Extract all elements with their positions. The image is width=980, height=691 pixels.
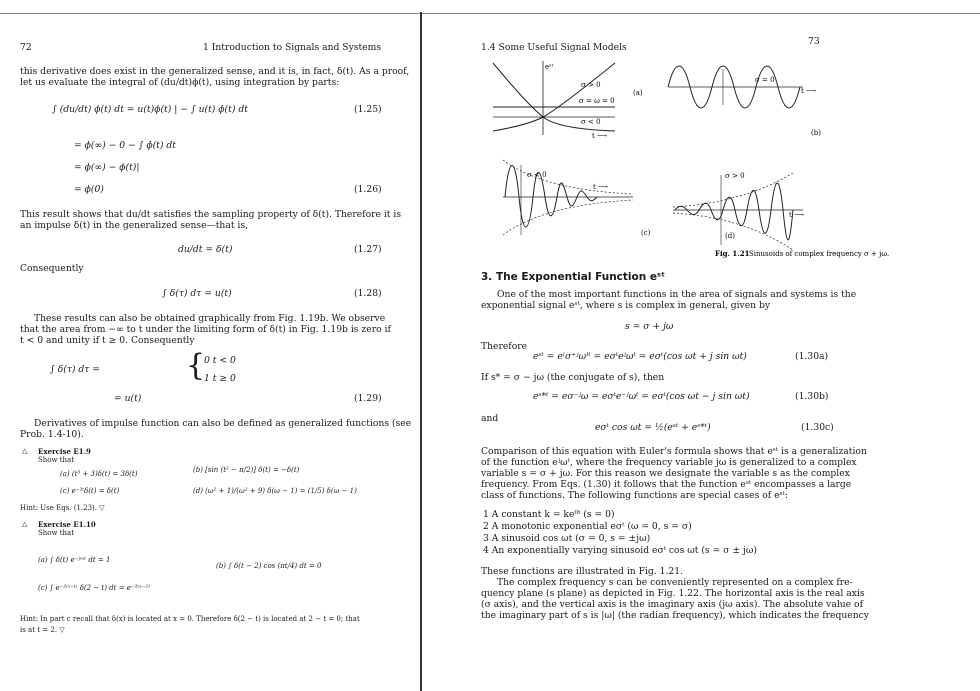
text-line: One of the most important functions in the area of signals and systems is the [497, 289, 857, 300]
exercise-text: Show that [38, 456, 75, 464]
equation-number: (1.27) [354, 244, 382, 255]
text-line: an impulse δ(t) in the generalized sense—that is, [20, 220, 249, 231]
exercise-title: Exercise E1.10 [38, 520, 96, 529]
running-head-right: 1.4 Some Useful Signal Models [481, 42, 627, 53]
text-line: frequency. From Eqs. (1.30) it follows that the function eˢᵗ encompasses a large [481, 479, 852, 490]
panel-label: σ > 0 [581, 81, 601, 89]
panel-label: (a) [633, 89, 643, 97]
list-item: 1 A constant k = ke⁰ᵗ (s = 0) [483, 509, 615, 520]
panel-c [503, 160, 651, 237]
text-line: Prob. 1.4-10). [20, 429, 84, 440]
figure-1-21 [483, 55, 890, 260]
list-item: 3 A sinusoid cos ωt (σ = 0, s = ±jω) [483, 533, 651, 544]
exercise-item: (a) ∫ δ(t) e⁻ʲᵚᵗ dt = 1 [38, 556, 111, 564]
exercise-hint: Hint: In part c recall that δ(x) is located at x = 0. Therefore δ(2 − t) is located at 2 − t = 0; that [20, 615, 360, 623]
text-line: These results can also be obtained graphically from Fig. 1.19b. We observe [34, 313, 386, 324]
equation-1-25: ∫ (du/dt) ϕ(t) dt = u(t)ϕ(t) | − ∫ u(t) ϕ̇(t) dt [52, 104, 248, 115]
exercise-item: (b) ∫ δ(t − 2) cos (πt/4) dt = 0 [216, 562, 322, 570]
equation-1-27: du/dt = δ(t) [178, 244, 233, 255]
text-line: class of functions. The following functions are special cases of eˢᵗ: [481, 490, 788, 501]
page-number-right: 73 [808, 36, 820, 47]
text-line: Consequently [20, 263, 84, 274]
text-line: This result shows that du/dt satisfies the sampling property of δ(t). Therefore it is [20, 209, 402, 220]
page-number-left: 72 [20, 42, 32, 53]
panel-label: σ > 0 [725, 172, 745, 180]
exercise-hint: Hint: Use Eqs. (1.23). ▽ [20, 504, 105, 512]
list-item: 2 A monotonic exponential eσᵗ (ω = 0, s = σ) [483, 521, 692, 532]
text-line: that the area from −∞ to t under the limiting form of δ(t) in Fig. 1.19b is zero if [20, 324, 391, 335]
text-line: If s* = σ − jω (the conjugate of s), then [481, 372, 665, 383]
text-line: These functions are illustrated in Fig. 1.21. [481, 566, 684, 577]
equation-number: (1.30c) [801, 422, 834, 433]
equation-case: 0 t < 0 [204, 355, 236, 366]
equation-number: (1.28) [354, 288, 382, 299]
exercise-item: (c) ∫ e⁻²⁽ˣ⁻ᵗ⁾ δ(2 − t) dt = e⁻²⁽ˣ⁻²⁾ [38, 584, 150, 592]
panel-label: σ < 0 [581, 118, 601, 126]
equation-1-28: ∫ δ(τ) dτ = u(t) [162, 288, 232, 299]
panel-label: t ⟶ [789, 211, 805, 219]
text-line: variable s = σ + jω. For this reason we designate the variable s as the complex [481, 468, 850, 479]
exercise-item: (d) (ω² + 1)/(ω² + 9) δ(ω − 1) = (1/5) δ(ω − 1) [193, 487, 357, 495]
text-line: and [481, 413, 499, 424]
equation-number: (1.26) [354, 184, 382, 195]
equation-1-30b: eˢ*ᵗ = eσ⁻ʲω = eσᵗe⁻ʲωᵗ = eσᵗ(cos ωt − j sin ωt) [533, 391, 750, 402]
exercise-item: (b) [sin (t² − π/2)] δ(t) = −δ(t) [193, 466, 300, 474]
equation-case: 1 t ≥ 0 [204, 373, 236, 384]
triangle-icon: △ [22, 520, 28, 528]
panel-label: t ⟶ [801, 87, 817, 95]
panel-label: (d) [725, 232, 735, 240]
exercise-hint: is at t = 2. ▽ [20, 626, 65, 634]
section-title: 3. The Exponential Function eˢᵗ [481, 271, 666, 283]
panel-label: (c) [641, 229, 651, 237]
equation-step: = ϕ(∞) − ϕ(t)| [74, 162, 140, 173]
panel-a [493, 61, 643, 140]
equation-step: = ϕ(∞) − 0 − ∫ ϕ̇(t) dt [74, 140, 176, 151]
text-line: this derivative does exist in the generalized sense, and it is, in fact, δ(t). As a proof, [20, 66, 410, 77]
equation-step: = ϕ(0) [74, 184, 104, 195]
panel-b [668, 66, 821, 137]
equation-s: s = σ + jω [625, 321, 674, 332]
brace-glyph: { [186, 348, 206, 383]
equation-number: (1.29) [354, 393, 382, 404]
panel-label: t ⟶ [592, 132, 608, 140]
text-line: Comparison of this equation with Euler's formula shows that eˢᵗ is a generalization [481, 446, 867, 457]
book-gutter [420, 12, 422, 691]
text-line: Therefore [481, 341, 528, 352]
equation-number: (1.30b) [795, 391, 829, 402]
panel-d [673, 172, 804, 250]
scan-top-edge [0, 0, 980, 14]
equation-step: = u(t) [114, 393, 142, 404]
equation-1-29: ∫ δ(τ) dτ = [50, 364, 100, 375]
text-line: (σ axis), and the vertical axis is the imaginary axis (jω axis). The absolute value of [481, 599, 863, 610]
panel-label: σ = 0 [755, 76, 775, 84]
text-line: the imaginary part of s is |ω| (the radian frequency), which indicates the frequency [481, 610, 869, 621]
exercise-item: (a) (t³ + 3)δ(t) = 3δ(t) [60, 470, 138, 478]
panel-label: t ⟶ [593, 183, 609, 191]
panel-label: σ < 0 [527, 171, 547, 179]
equation-1-30a: eˢᵗ = e⁽σ⁺ʲω⁾ᵗ = eσᵗeʲωᵗ = eσᵗ(cos ωt + j sin ωt) [533, 351, 747, 362]
running-head-left: 1 Introduction to Signals and Systems [203, 42, 382, 53]
equation-number: (1.25) [354, 104, 382, 115]
text-line: exponential signal eˢᵗ, where s is complex in general, given by [481, 300, 771, 311]
text-line: Derivatives of impulse function can also be defined as generalized functions (see [34, 418, 412, 429]
figure-caption: Sinusoids of complex frequency σ + jω. [749, 250, 890, 258]
panel-label: (b) [811, 129, 821, 137]
equation-number: (1.30a) [795, 351, 829, 362]
equation-1-30c: eσᵗ cos ωt = ½(eˢᵗ + eˢ*ᵗ) [595, 422, 711, 433]
list-item: 4 An exponentially varying sinusoid eσᵗ cos ωt (s = σ ± jω) [483, 545, 757, 556]
exercise-text: Show that [38, 529, 75, 537]
text-line: quency plane (s plane) as depicted in Fig. 1.22. The horizontal axis is the real axis [481, 588, 865, 599]
panel-label: σ = ω = 0 [579, 97, 615, 105]
text-line: let us evaluate the integral of (du/dt)ϕ(t), using integration by parts: [20, 77, 340, 88]
text-line: The complex frequency s can be conveniently represented on a complex fre- [497, 577, 853, 588]
exercise-title: Exercise E1.9 [38, 447, 91, 456]
panel-label: eˢᵗ [545, 63, 554, 71]
text-line: of the function eʲωᵗ, where the frequency variable jω is generalized to a complex [481, 457, 857, 468]
triangle-icon: △ [22, 447, 28, 455]
figure-caption-label: Fig. 1.21 [715, 249, 750, 258]
text-line: t < 0 and unity if t ≥ 0. Consequently [20, 335, 195, 346]
exercise-item: (c) e⁻²ᵗδ(t) = δ(t) [60, 487, 120, 495]
